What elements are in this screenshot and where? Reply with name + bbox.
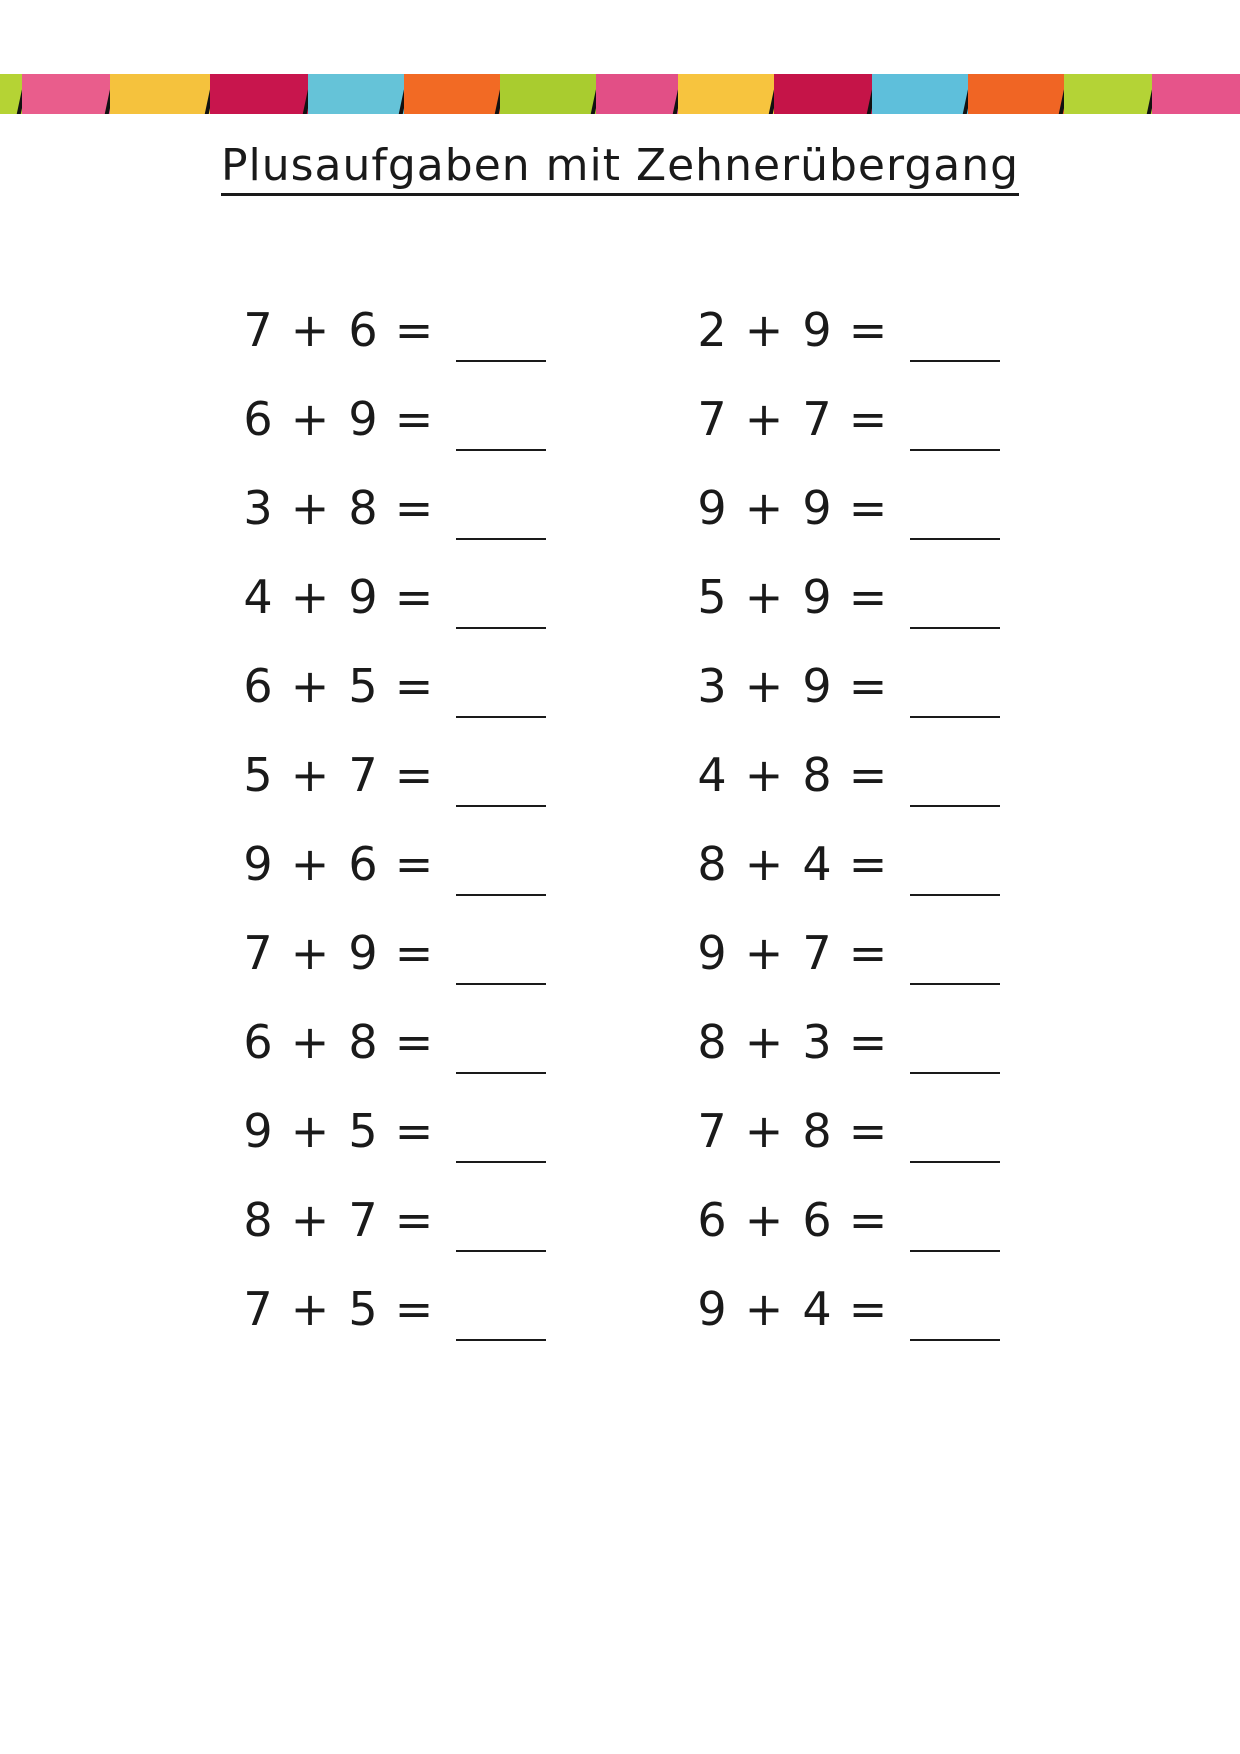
stripe-segment [210, 74, 308, 114]
second-addend: 9 [348, 392, 378, 446]
stripe-segment [404, 74, 500, 114]
answer-blank[interactable] [910, 1250, 1000, 1252]
answer-blank[interactable] [456, 449, 546, 451]
first-addend: 9 [697, 1282, 727, 1336]
equals-sign: = [394, 303, 434, 357]
equation-row [238, 923, 558, 983]
first-addend: 6 [243, 392, 273, 446]
equals-sign: = [848, 837, 888, 891]
second-addend: 7 [802, 926, 832, 980]
plus-sign: + [744, 926, 784, 980]
equals-sign: = [394, 1193, 434, 1247]
page-title-text: Plusaufgaben mit Zehnerübergang [221, 140, 1019, 196]
second-addend: 9 [802, 659, 832, 713]
stripe-segment [308, 74, 404, 114]
second-addend: 8 [348, 1015, 378, 1069]
answer-blank[interactable] [456, 894, 546, 896]
equation-row [238, 389, 558, 449]
first-addend: 7 [697, 392, 727, 446]
plus-sign: + [744, 1015, 784, 1069]
answer-blank[interactable] [910, 716, 1000, 718]
second-addend: 8 [802, 1104, 832, 1158]
plus-sign: + [290, 303, 330, 357]
second-addend: 5 [348, 1104, 378, 1158]
second-addend: 9 [802, 303, 832, 357]
stripe-segment [1064, 74, 1152, 114]
answer-blank[interactable] [456, 360, 546, 362]
equation-row [692, 567, 1012, 627]
plus-sign: + [744, 659, 784, 713]
equation-row [238, 834, 558, 894]
first-addend: 4 [697, 748, 727, 802]
second-addend: 5 [348, 659, 378, 713]
second-addend: 8 [348, 481, 378, 535]
equation-row [692, 389, 1012, 449]
stripe-segment [596, 74, 678, 114]
plus-sign: + [744, 1104, 784, 1158]
answer-blank[interactable] [910, 360, 1000, 362]
equation-row [238, 300, 558, 360]
equals-sign: = [394, 926, 434, 980]
second-addend: 4 [802, 837, 832, 891]
equation-row [692, 923, 1012, 983]
second-addend: 9 [348, 570, 378, 624]
equals-sign: = [394, 392, 434, 446]
plus-sign: + [290, 837, 330, 891]
first-addend: 7 [697, 1104, 727, 1158]
plus-sign: + [290, 926, 330, 980]
equation-row [692, 834, 1012, 894]
answer-blank[interactable] [456, 805, 546, 807]
answer-blank[interactable] [456, 983, 546, 985]
second-addend: 6 [802, 1193, 832, 1247]
equals-sign: = [394, 481, 434, 535]
stripe-segment [500, 74, 596, 114]
first-addend: 8 [697, 1015, 727, 1069]
page-title [0, 140, 1240, 191]
first-addend: 9 [243, 837, 273, 891]
answer-blank[interactable] [456, 627, 546, 629]
stripe-segment [110, 74, 210, 114]
first-addend: 7 [243, 303, 273, 357]
plus-sign: + [744, 570, 784, 624]
plus-sign: + [744, 837, 784, 891]
second-addend: 8 [802, 748, 832, 802]
first-addend: 9 [243, 1104, 273, 1158]
stripe-segment [0, 74, 22, 114]
plus-sign: + [290, 659, 330, 713]
plus-sign: + [290, 1104, 330, 1158]
first-addend: 3 [697, 659, 727, 713]
answer-blank[interactable] [456, 1339, 546, 1341]
second-addend: 9 [348, 926, 378, 980]
second-addend: 9 [802, 570, 832, 624]
second-addend: 5 [348, 1282, 378, 1336]
equation-row [238, 567, 558, 627]
decorative-color-stripe [0, 74, 1240, 114]
answer-blank[interactable] [910, 1072, 1000, 1074]
plus-sign: + [290, 1282, 330, 1336]
equals-sign: = [848, 481, 888, 535]
first-addend: 6 [243, 1015, 273, 1069]
equation-row [238, 1190, 558, 1250]
equals-sign: = [394, 837, 434, 891]
equals-sign: = [848, 926, 888, 980]
first-addend: 9 [697, 481, 727, 535]
plus-sign: + [290, 481, 330, 535]
first-addend: 7 [243, 1282, 273, 1336]
equation-row [692, 478, 1012, 538]
first-addend: 7 [243, 926, 273, 980]
first-addend: 9 [697, 926, 727, 980]
equation-row [692, 300, 1012, 360]
answer-blank[interactable] [910, 1161, 1000, 1163]
equals-sign: = [394, 659, 434, 713]
plus-sign: + [290, 748, 330, 802]
equals-sign: = [394, 1015, 434, 1069]
answer-blank[interactable] [910, 805, 1000, 807]
plus-sign: + [290, 392, 330, 446]
second-addend: 9 [802, 481, 832, 535]
plus-sign: + [290, 1193, 330, 1247]
answer-blank[interactable] [910, 449, 1000, 451]
equals-sign: = [394, 570, 434, 624]
answer-blank[interactable] [910, 627, 1000, 629]
answer-blank[interactable] [910, 983, 1000, 985]
first-addend: 5 [697, 570, 727, 624]
equals-sign: = [848, 748, 888, 802]
first-addend: 6 [243, 659, 273, 713]
plus-sign: + [744, 392, 784, 446]
answer-blank[interactable] [910, 894, 1000, 896]
equation-row [692, 656, 1012, 716]
equals-sign: = [848, 659, 888, 713]
stripe-segment [678, 74, 774, 114]
second-addend: 3 [802, 1015, 832, 1069]
equation-row [238, 1012, 558, 1072]
equals-sign: = [848, 1193, 888, 1247]
first-addend: 4 [243, 570, 273, 624]
answer-blank[interactable] [456, 1072, 546, 1074]
second-addend: 4 [802, 1282, 832, 1336]
second-addend: 7 [348, 748, 378, 802]
plus-sign: + [290, 570, 330, 624]
plus-sign: + [744, 1282, 784, 1336]
plus-sign: + [744, 303, 784, 357]
answer-blank[interactable] [456, 1161, 546, 1163]
equals-sign: = [394, 1104, 434, 1158]
answer-blank[interactable] [456, 1250, 546, 1252]
plus-sign: + [744, 1193, 784, 1247]
equation-row [238, 1279, 558, 1339]
first-addend: 3 [243, 481, 273, 535]
equals-sign: = [848, 303, 888, 357]
equation-row [692, 1190, 1012, 1250]
stripe-segment [872, 74, 968, 114]
equals-sign: = [394, 1282, 434, 1336]
second-addend: 7 [802, 392, 832, 446]
plus-sign: + [744, 481, 784, 535]
first-addend: 8 [697, 837, 727, 891]
second-addend: 7 [348, 1193, 378, 1247]
answer-blank[interactable] [910, 1339, 1000, 1341]
stripe-segment [968, 74, 1064, 114]
answer-blank[interactable] [910, 538, 1000, 540]
equation-row [692, 1101, 1012, 1161]
stripe-segment [774, 74, 872, 114]
second-addend: 6 [348, 303, 378, 357]
first-addend: 5 [243, 748, 273, 802]
equation-row [692, 1012, 1012, 1072]
equation-row [238, 745, 558, 805]
equation-row [238, 656, 558, 716]
equals-sign: = [848, 392, 888, 446]
first-addend: 6 [697, 1193, 727, 1247]
plus-sign: + [744, 748, 784, 802]
second-addend: 6 [348, 837, 378, 891]
answer-blank[interactable] [456, 538, 546, 540]
equation-row [238, 478, 558, 538]
equation-row [692, 745, 1012, 805]
plus-sign: + [290, 1015, 330, 1069]
equation-row [692, 1279, 1012, 1339]
answer-blank[interactable] [456, 716, 546, 718]
equals-sign: = [394, 748, 434, 802]
stripe-segment [1152, 74, 1240, 114]
equals-sign: = [848, 1015, 888, 1069]
equation-row [238, 1101, 558, 1161]
equals-sign: = [848, 570, 888, 624]
stripe-segment [22, 74, 110, 114]
equals-sign: = [848, 1282, 888, 1336]
first-addend: 8 [243, 1193, 273, 1247]
first-addend: 2 [697, 303, 727, 357]
equals-sign: = [848, 1104, 888, 1158]
